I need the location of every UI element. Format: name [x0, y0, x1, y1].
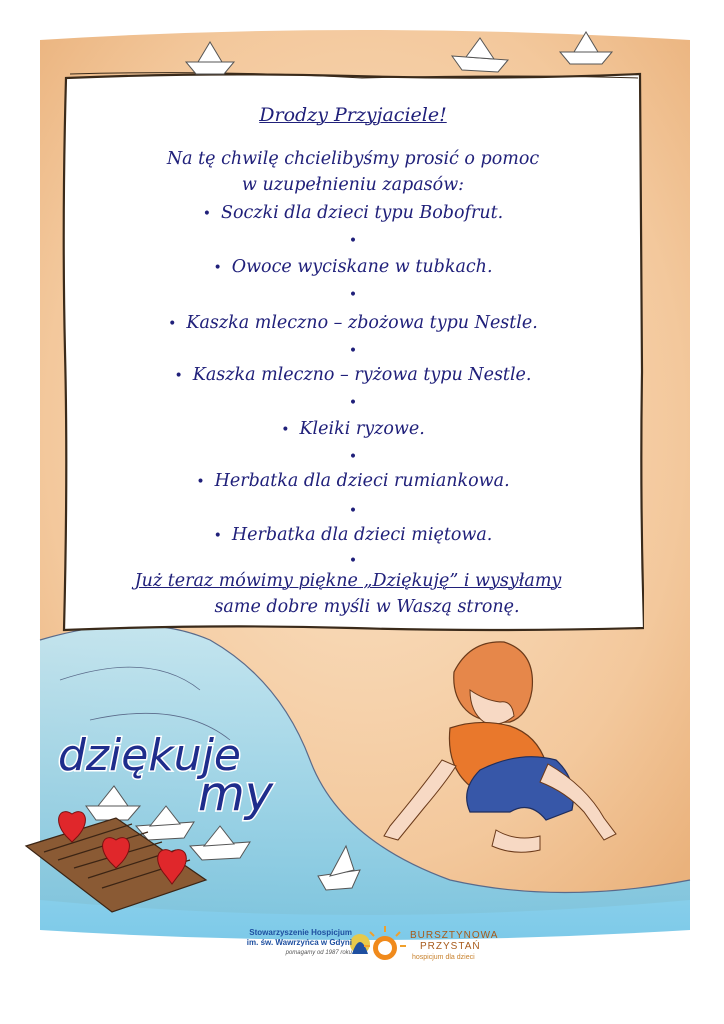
- paper-boat-icon: [86, 786, 140, 820]
- bullet-icon: •: [168, 316, 177, 332]
- logo-subtitle: hospicjum dla dzieci: [412, 954, 475, 961]
- hospice-logo: [232, 928, 352, 968]
- paper-boat-icon: [136, 806, 194, 840]
- letter-title: Drodzy Przyjaciele!: [259, 104, 447, 126]
- bullet-icon: •: [196, 474, 205, 490]
- closing-line: same dobre myśli w Waszą stronę.: [214, 597, 520, 617]
- list-item-text: Herbatka dla dzieci rumiankowa.: [214, 471, 510, 491]
- bullet-icon: •: [348, 233, 358, 249]
- bullet-icon: •: [213, 260, 222, 276]
- closing-line: Już teraz mówimy piękne „Dziękuję” i wysyłamy: [134, 571, 562, 591]
- paper-boat-icon: [186, 42, 234, 74]
- list-item-text: Soczki dla dzieci typu Bobofrut.: [221, 203, 504, 223]
- bullet-icon: •: [348, 395, 358, 411]
- sailboat-flower-icon: [350, 934, 370, 954]
- logo-tagline: pomagamy od 1987 roku: [285, 950, 352, 956]
- child-illustration: [384, 642, 616, 852]
- list-item-text: Herbatka dla dzieci miętowa.: [231, 525, 493, 545]
- intro-line: w uzupełnieniu zapasów:: [241, 175, 465, 195]
- list-item-text: Kaszka mleczno – ryżowa typu Nestle.: [192, 365, 532, 385]
- list-item-text: Owoce wyciskane w tubkach.: [231, 257, 493, 277]
- bullet-icon: •: [202, 206, 211, 222]
- bullet-icon: •: [348, 503, 358, 519]
- bullet-icon: •: [348, 553, 358, 569]
- paper-boat-icon: [560, 32, 612, 64]
- my-lettering: my: [198, 766, 274, 822]
- bullet-icon: •: [281, 422, 290, 438]
- intro-line: Na tę chwilę chcielibyśmy prosić o pomoc: [166, 149, 540, 169]
- logo-line: im. św. Wawrzyńca w Gdyni: [246, 938, 352, 947]
- list-item-text: Kaszka mleczno – zbożowa typu Nestle.: [186, 313, 538, 333]
- bullet-icon: •: [348, 343, 358, 359]
- list-item-text: Kleiki ryzowe.: [299, 419, 425, 439]
- paper-boat-icon: [452, 38, 508, 72]
- bullet-icon: •: [348, 287, 358, 303]
- paper-boat-icon: [318, 846, 360, 890]
- bursztynowa-przystan-logo: [410, 930, 510, 970]
- bullet-icon: •: [213, 528, 222, 544]
- logo-line: Stowarzyszenie Hospicjum: [249, 928, 352, 937]
- paper-boat-icon: [190, 826, 250, 860]
- dziekuje-lettering: dziękuje: [58, 730, 241, 781]
- logo-name-line: BURSZTYNOWA: [410, 930, 499, 941]
- sun-icon: [364, 926, 406, 960]
- bullet-icon: •: [348, 449, 358, 465]
- bullet-icon: •: [174, 368, 183, 384]
- logo-name-line: PRZYSTAŃ: [420, 941, 481, 952]
